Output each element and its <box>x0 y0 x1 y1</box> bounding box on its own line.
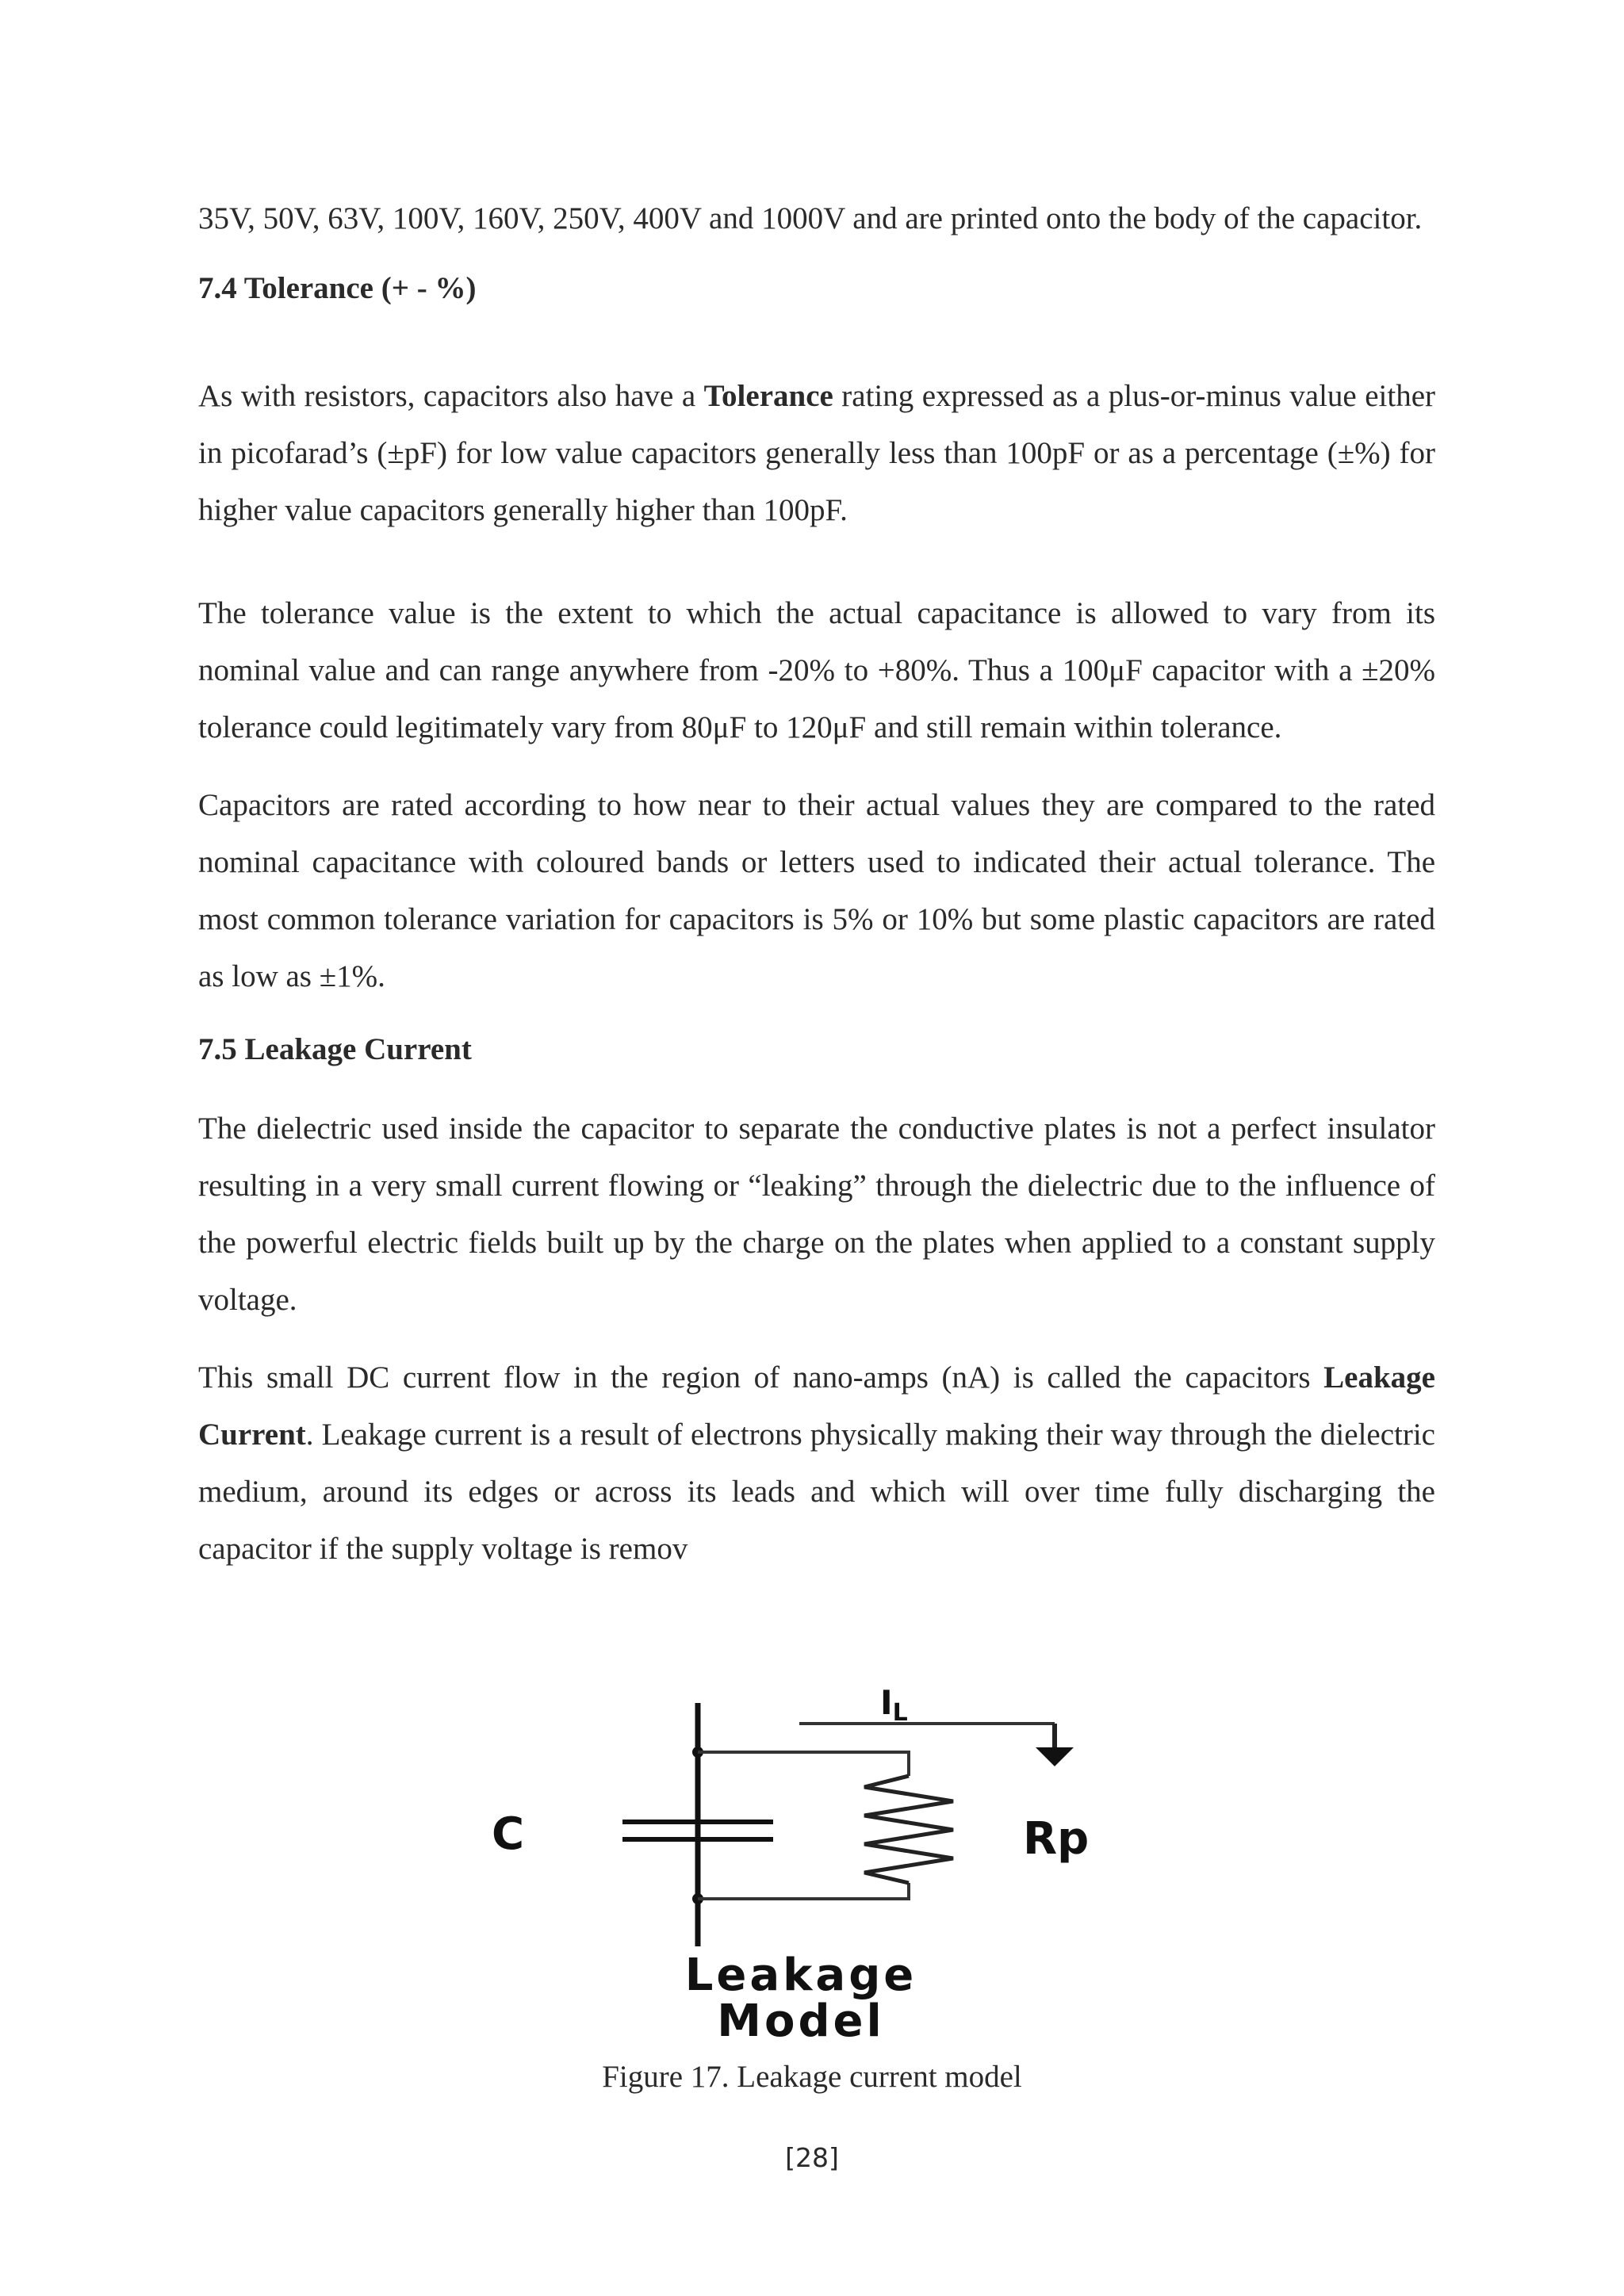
text-span: rating expressed as a plus-or-minus value either in picofarad’s (±pF) for low value capacitors generally less than 100pF or as a percentage (±%) for higher value capacitors generally higher than 100pF. <box>198 379 1435 527</box>
paragraph-leakage-dielectric: The dielectric used inside the capacitor to separate the conductive plates is not a perfect insulator resulting in a very small current flowing or “leaking” through the dielectric due to the influence of the powerful electric fields built up by the charge on the plates when applied to a constant supply voltage. <box>198 1112 1435 1317</box>
text-span: . Leakage current is a result of electrons physically making their way through the dielectric medium, around its edges or across its leads and which will over time fully discharging the capacitor if the supply voltage is remov <box>198 1418 1435 1566</box>
paragraph-tolerance-rating <box>198 368 1435 539</box>
page-number: [28] <box>785 2142 839 2173</box>
paragraph-voltage-ratings: 35V, 50V, 63V, 100V, 160V, 250V, 400V and 1000V and are printed onto the body of the capacitor. <box>198 201 1423 235</box>
paragraph-leakage-current <box>198 1349 1435 1578</box>
label-leakage: Leakage <box>684 1950 917 2001</box>
heading-leakage: 7.5 Leakage Current <box>198 1032 472 1066</box>
page-body <box>198 190 1435 1598</box>
figure-caption: Figure 17. Leakage current model <box>602 2060 1022 2094</box>
paragraph-tolerance-range: The tolerance value is the extent to which the actual capacitance is allowed to vary from its nominal value and can range anywhere from -20% to +80%. Thus a 100μF capacitor with a ±20% tolerance could legitimately vary from 80μF to 120μF and still remain within tolerance. <box>198 596 1435 744</box>
label-c: C <box>492 1808 525 1860</box>
heading-tolerance: 7.4 Tolerance (+ - %) <box>198 271 477 305</box>
resistor-rp <box>864 1776 953 1883</box>
wire-top <box>698 1752 909 1776</box>
leakage-model-diagram <box>468 1681 1166 2045</box>
label-il-sub: L <box>892 1699 908 1727</box>
label-model: Model <box>717 1996 885 2045</box>
text-span: This small DC current flow in the region of nano-amps (nA) is called the capacitors <box>198 1360 1324 1395</box>
paragraph-tolerance-bands: Capacitors are rated according to how near to their actual values they are compared to the rated nominal capacitance with coloured bands or letters used to indicated their actual tolerance. The most common tolerance variation for capacitors is 5% or 10% but some plastic capacitors are rated as low as ±1%. <box>198 788 1435 993</box>
label-rp: Rp <box>1023 1813 1090 1865</box>
bold-term-tolerance: Tolerance <box>703 379 833 413</box>
label-il-main: I <box>880 1683 893 1722</box>
label-il <box>880 1683 908 1727</box>
current-arrow-head <box>1036 1747 1074 1766</box>
bold-term-leakage-current: Leakage Current <box>198 1360 1435 1452</box>
text-span: As with resistors, capacitors also have a <box>198 379 704 413</box>
wire-bottom <box>698 1883 909 1899</box>
